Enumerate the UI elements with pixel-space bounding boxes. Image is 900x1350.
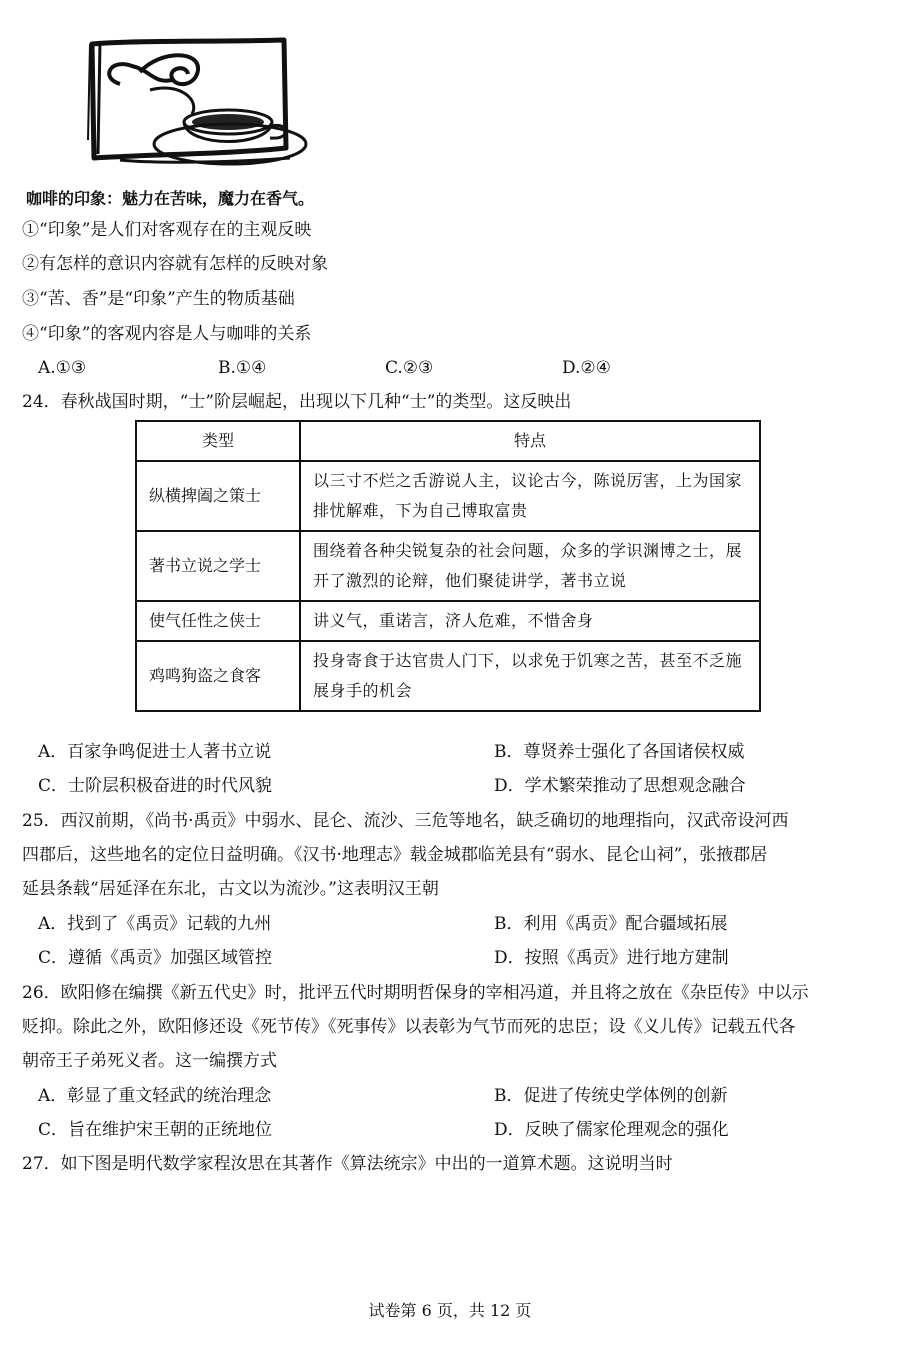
q25-stem-line-2: 四郡后，这些地名的定位日益明确。《汉书·地理志》载金城郡临羌县有“弱水、昆仑山祠”，张掖郡居 [22, 845, 768, 865]
q26-option-b[interactable]: B．促进了传统史学体例的创新 [494, 1086, 728, 1106]
q23-option-d[interactable]: D.②④ [562, 358, 611, 378]
statement-3: ③“苦、香”是“印象”产生的物质基础 [22, 289, 295, 309]
coffee-illustration [80, 30, 320, 175]
q27-stem: 27．如下图是明代数学家程汝思在其著作《算法统宗》中出的一道算术题。这说明当时 [22, 1154, 673, 1174]
q25-stem-line-3: 延县条载“居延泽在东北，古文以为流沙。”这表明汉王朝 [22, 879, 439, 899]
table-header-type: 类型 [136, 421, 300, 461]
table-cell-desc: 投身寄食于达官贵人门下，以求免于饥寒之苦，甚至不乏施展身手的机会 [300, 641, 760, 711]
q24-option-d[interactable]: D．学术繁荣推动了思想观念融合 [494, 776, 746, 796]
q25-option-a[interactable]: A．找到了《禹贡》记载的九州 [38, 914, 272, 934]
q26-option-c[interactable]: C．旨在维护宋王朝的正统地位 [38, 1120, 273, 1140]
q26-stem-line-3: 朝帝王子弟死义者。这一编撰方式 [22, 1051, 277, 1071]
q23-option-b[interactable]: B.①④ [218, 358, 267, 378]
table-row [136, 601, 760, 641]
table-header-feature: 特点 [300, 421, 760, 461]
q24-option-a[interactable]: A．百家争鸣促进士人著书立说 [38, 742, 272, 762]
table-cell-type: 著书立说之学士 [136, 531, 300, 601]
table-header-row [136, 421, 760, 461]
q23-option-a[interactable]: A.①③ [38, 358, 87, 378]
q25-option-d[interactable]: D．按照《禹贡》进行地方建制 [494, 948, 729, 968]
table-cell-desc: 围绕着各种尖锐复杂的社会问题，众多的学识渊博之士，展开了激烈的论辩，他们聚徒讲学，著书立说 [300, 531, 760, 601]
statement-1: ①“印象”是人们对客观存在的主观反映 [22, 220, 312, 240]
table-cell-desc: 以三寸不烂之舌游说人主，议论古今，陈说厉害，上为国家排忧解难，下为自己博取富贵 [300, 461, 760, 531]
table-cell-desc: 讲义气，重诺言，济人危难，不惜舍身 [300, 601, 760, 641]
q24-stem: 24．春秋战国时期，“士”阶层崛起，出现以下几种“士”的类型。这反映出 [22, 392, 572, 412]
q24-option-c[interactable]: C．士阶层积极奋进的时代风貌 [38, 776, 273, 796]
q26-option-a[interactable]: A．彰显了重文轻武的统治理念 [38, 1086, 272, 1106]
table-row [136, 531, 760, 601]
statement-2: ②有怎样的意识内容就有怎样的反映对象 [22, 254, 328, 274]
q26-stem-line-1: 26．欧阳修在编撰《新五代史》时，批评五代时期明哲保身的宰相冯道，并且将之放在《杂臣传》中以示 [22, 983, 809, 1003]
table-row [136, 461, 760, 531]
q24-option-b[interactable]: B．尊贤养士强化了各国诸侯权威 [494, 742, 745, 762]
q26-option-d[interactable]: D．反映了儒家伦理观念的强化 [494, 1120, 729, 1140]
q25-option-c[interactable]: C．遵循《禹贡》加强区域管控 [38, 948, 273, 968]
scholar-types-table [135, 420, 761, 712]
table-cell-type: 使气任性之侠士 [136, 601, 300, 641]
statement-4: ④“印象”的客观内容是人与咖啡的关系 [22, 324, 312, 344]
q26-stem-line-2: 贬抑。除此之外，欧阳修还设《死节传》《死事传》以表彰为气节而死的忠臣；设《义儿传》记载五代各 [22, 1017, 796, 1037]
q25-stem-line-1: 25．西汉前期，《尚书·禹贡》中弱水、昆仑、流沙、三危等地名，缺乏确切的地理指向，汉武帝设河西 [22, 811, 789, 831]
coffee-caption: 咖啡的印象：魅力在苦味，魔力在香气。 [26, 189, 315, 208]
page-footer: 试卷第 6 页，共 12 页 [368, 1301, 532, 1320]
table-row [136, 641, 760, 711]
table-cell-type: 纵横捭阖之策士 [136, 461, 300, 531]
table-cell-type: 鸡鸣狗盗之食客 [136, 641, 300, 711]
q23-option-c[interactable]: C.②③ [385, 358, 434, 378]
q25-option-b[interactable]: B．利用《禹贡》配合疆域拓展 [494, 914, 728, 934]
